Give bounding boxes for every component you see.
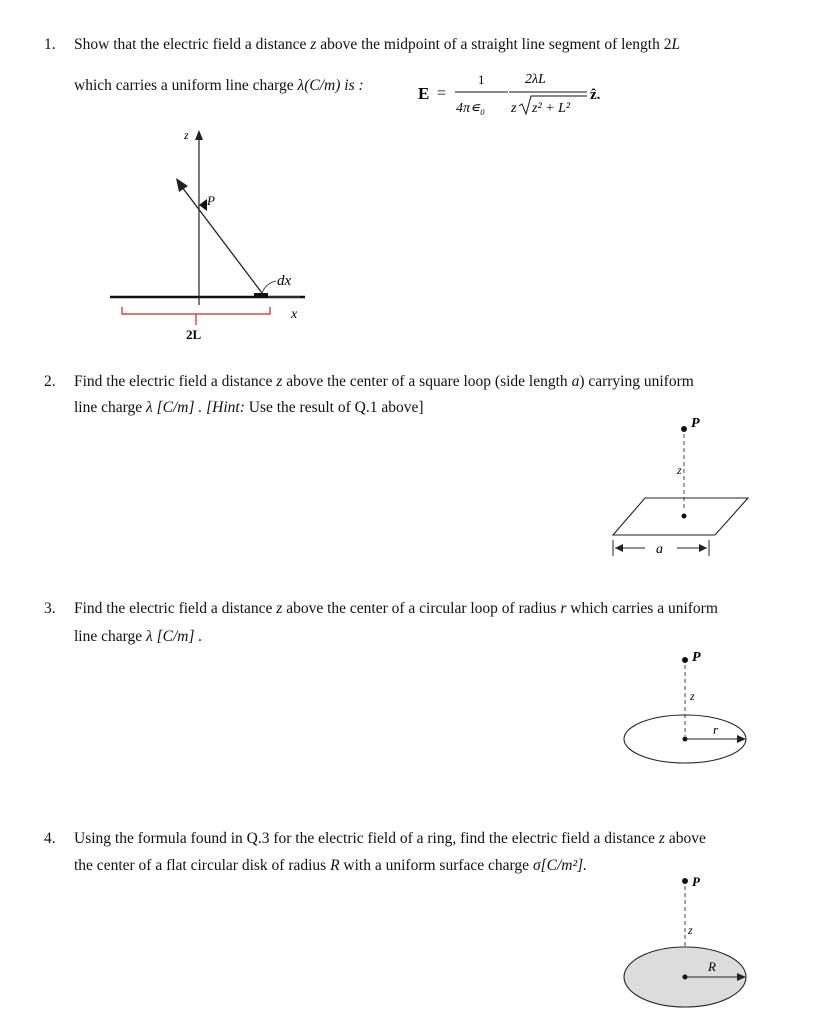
radius-label: R [708, 959, 716, 974]
q4-figure [620, 872, 770, 1012]
formula-frac1-num: 1 [478, 72, 485, 87]
q4-text-line2 [74, 856, 587, 876]
q2-line2-hint: [Hint: [202, 399, 245, 416]
q3-line1-mid: above the center of a circular loop of radius [282, 600, 561, 617]
formula-equals: = [437, 85, 447, 102]
formula-unit-vector: ẑ. [590, 87, 601, 103]
dx-leader [262, 281, 276, 293]
side-dim-right-arrow [699, 544, 707, 552]
q2-line2-math: λ [C/m] . [146, 399, 203, 416]
q2-line1-mid: above the center of a square loop (side length [282, 373, 572, 390]
x-axis-label: x [291, 307, 298, 322]
point-p-label: P [691, 416, 700, 431]
q4-text-line1 [74, 829, 706, 849]
point-p-marker [199, 199, 207, 211]
side-label: a [656, 542, 663, 557]
q1-line1-pre: Show that the electric field a distance [74, 36, 311, 53]
q3-line1-post: which carries a uniform [566, 600, 718, 617]
q1-number: 1. [44, 36, 56, 53]
q2-text-line1 [74, 372, 694, 392]
q1-line2-math: λ(C/m) is : [297, 77, 364, 94]
dx-element [254, 293, 268, 298]
q1-text-line2 [74, 76, 364, 96]
q1-line1-var: z [310, 36, 317, 53]
q2-line1-pre: Find the electric field a distance [74, 373, 277, 390]
square-loop [613, 498, 748, 535]
formula-frac2-num: 2λL [525, 72, 546, 87]
q1-line1-mid: above the midpoint of a straight line segment of length 2 [316, 36, 672, 53]
q4-number: 4. [44, 830, 56, 847]
q2-line1-var2: a [571, 373, 580, 390]
q4-line1-post: above [664, 830, 706, 847]
q4-line2-pre: the center of a flat circular disk of radius [74, 857, 331, 874]
separation-vector [182, 187, 262, 293]
q3-text-line2 [74, 627, 202, 647]
point-p-label: P [692, 650, 701, 665]
q2-text-line2 [74, 398, 424, 418]
q4-line2-mid: with a uniform surface charge [339, 857, 533, 874]
formula-lhs: E [418, 84, 430, 103]
q2-line1-post: ) carrying uniform [579, 373, 694, 390]
q2-number: 2. [44, 373, 56, 390]
formula-frac1-den: 4π∊₀ [456, 101, 485, 116]
point-p-label: P [207, 193, 215, 208]
z-axis-arrowhead [195, 130, 203, 140]
length-label: 2L [186, 327, 202, 342]
dx-label: dx [277, 273, 292, 289]
z-axis-label: z [184, 128, 189, 142]
q4-line1-pre: Using the formula found in Q.3 for the electric field of a ring, find the electric field a distance [74, 830, 659, 847]
height-label: z [688, 923, 693, 937]
q1-line1-var2: L [671, 36, 681, 53]
separation-arrowhead [176, 178, 188, 192]
side-dim-left-arrow [615, 544, 623, 552]
q3-figure [620, 648, 770, 768]
height-label: z [677, 463, 682, 477]
q3-line1-pre: Find the electric field a distance [74, 600, 277, 617]
q3-line2-math: λ [C/m] . [146, 628, 203, 645]
q1-line2-text: which carries a uniform line charge [74, 77, 298, 94]
q3-line1-var: z [276, 600, 283, 617]
q3-line2-pre: line charge [74, 628, 147, 645]
q4-line2-var: R [330, 857, 340, 874]
height-label: z [690, 689, 695, 703]
q3-text-line1 [74, 599, 718, 619]
q1-figure [100, 125, 330, 345]
point-p-dot [682, 657, 688, 663]
point-p-dot [682, 878, 688, 884]
point-p-dot [681, 426, 687, 432]
radius-arrowhead [737, 735, 746, 743]
q2-line2-post: Use the result of Q.1 above] [244, 399, 424, 416]
q4-line2-math: σ[C/m²]. [532, 857, 588, 874]
radius-label: r [713, 722, 719, 737]
formula-frac2-den-pre: z [511, 101, 517, 116]
q2-line1-var: z [276, 373, 283, 390]
q3-number: 3. [44, 600, 56, 617]
q4-line1-var: z [658, 830, 665, 847]
q1-text-line1 [74, 35, 680, 55]
q3-line1-var2: r [560, 600, 567, 617]
q2-line2-pre: line charge [74, 399, 147, 416]
length-bracket [122, 307, 270, 314]
loop-center-dot [682, 514, 687, 519]
q1-formula [415, 66, 615, 126]
formula-frac2-den-root: z² + L² [532, 101, 571, 116]
point-p-label: P [692, 874, 700, 889]
q2-figure [605, 408, 765, 558]
